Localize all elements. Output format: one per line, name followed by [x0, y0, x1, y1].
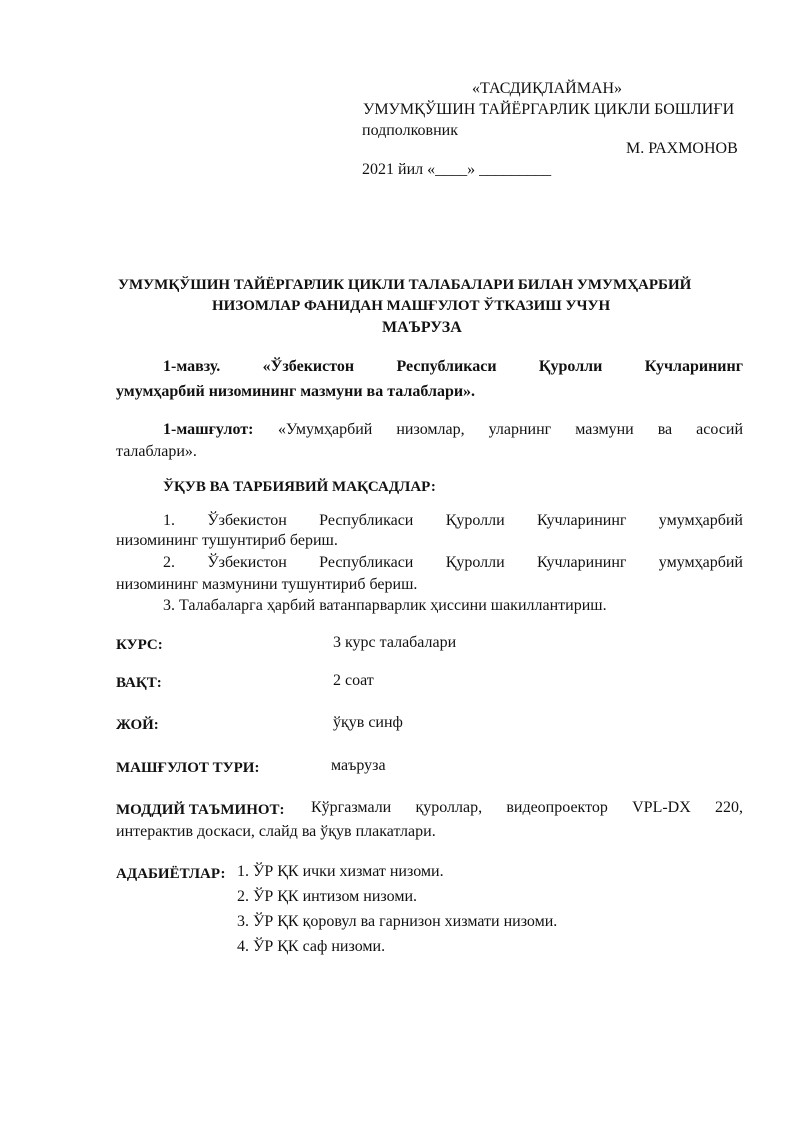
- goal-1-line-2: низомининг тушунтириб бериш.: [116, 532, 338, 549]
- literature-item-2: 2. ЎР ҚК интизом низоми.: [237, 888, 418, 905]
- lesson-type-label: МАШҒУЛОТ ТУРИ:: [116, 760, 260, 776]
- lesson-type-value: маъруза: [331, 757, 386, 774]
- goal-2-line-2: низомининг мазмунини тушунтириб бериш.: [116, 576, 418, 593]
- title-lecture: МАЪРУЗА: [382, 319, 462, 336]
- literature-item-1: 1. ЎР ҚК ички хизмат низоми.: [237, 863, 444, 880]
- literature-label: АДАБИЁТЛАР:: [116, 866, 226, 882]
- material-label: МОДДИЙ ТАЪМИНОТ:: [116, 802, 285, 818]
- goals-heading: ЎҚУВ ВА ТАРБИЯВИЙ МАҚСАДЛАР:: [163, 479, 436, 495]
- lesson-label: 1-машғулот:: [163, 421, 254, 438]
- place-value: ўқув синф: [333, 714, 403, 731]
- approval-name: М. РАХМОНОВ: [626, 140, 738, 157]
- time-label: ВАҚТ:: [116, 675, 162, 691]
- topic-line-1: 1-мавзу. «Ўзбекистон Республикаси Қуролли Кучларининг: [163, 358, 743, 375]
- goal-3: 3. Талабаларга ҳарбий ватанпарварлик ҳиссини шакиллантириш.: [163, 597, 607, 614]
- lesson-line-1: «Умумҳарбий низомлар, уларнинг мазмуни ва асосий: [278, 421, 743, 438]
- approval-position: УМУМҚЎШИН ТАЙЁРГАРЛИК ЦИКЛИ БОШЛИҒИ: [363, 101, 735, 118]
- goal-2-line-1: 2. Ўзбекистон Республикаси Қуролли Кучларининг умумҳарбий: [163, 554, 743, 571]
- topic-line-2: умумҳарбий низомининг мазмуни ва талаблари».: [116, 383, 476, 400]
- approval-rank: подполковник: [362, 122, 458, 139]
- lesson-line-2: талаблари».: [116, 443, 197, 460]
- title-line-1: УМУМҚЎШИН ТАЙЁРГАРЛИК ЦИКЛИ ТАЛАБАЛАРИ БИЛАН УМУМҲАРБИЙ: [118, 277, 692, 293]
- course-label: КУРС:: [116, 637, 163, 653]
- course-value: 3 курс талабалари: [333, 634, 457, 651]
- time-value: 2 соат: [333, 672, 374, 689]
- literature-item-4: 4. ЎР ҚК саф низоми.: [237, 938, 386, 955]
- goal-1-line-1: 1. Ўзбекистон Республикаси Қуролли Кучларининг умумҳарбий: [163, 512, 743, 529]
- literature-item-3: 3. ЎР ҚК қоровул ва гарнизон хизмати низоми.: [237, 913, 558, 930]
- approval-date-line: 2021 йил «____» _________: [362, 161, 552, 178]
- place-label: ЖОЙ:: [116, 717, 159, 733]
- title-line-2: НИЗОМЛАР ФАНИДАН МАШҒУЛОТ ЎТКАЗИШ УЧУН: [212, 298, 611, 314]
- material-line-2: интерактив доскаси, слайд ва ўқув плакатлари.: [116, 823, 436, 840]
- approval-heading: «ТАСДИҚЛАЙМАН»: [472, 80, 623, 97]
- material-line-1: Кўргазмали қуроллар, видеопроектор VPL-DX 220,: [311, 799, 743, 816]
